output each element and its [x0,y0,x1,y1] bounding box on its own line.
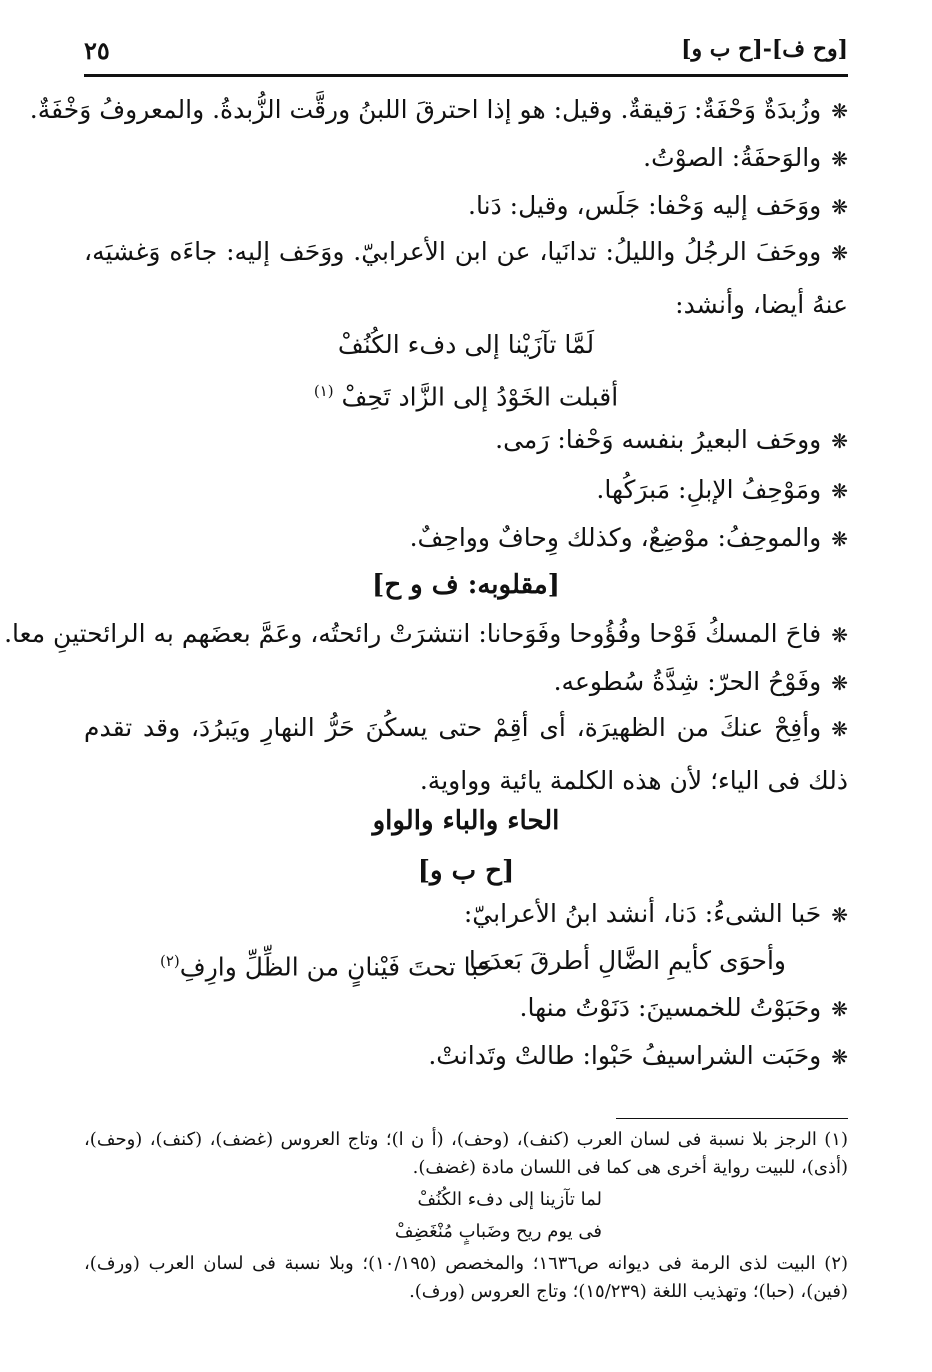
header-rule [84,74,848,77]
entry-mawhif [84,524,848,553]
entry-text: ومَوْحِفُ الإبلِ: مَبرَكُها. [596,475,822,504]
entry-text: وفَوْحُ الحرّ: شِدَّةُ سُطوعه. [553,667,822,696]
footnote-1: (١) الرجز بلا نسبة فى لسان العرب (كنف)، (وحف)، (أ ن ا)؛ وتاج العروس (غضف)، (كنف)، (وحف)، (أذى)، للبيت رواية أخرى هى كما فى اللسان مادة (غضف). [84,1129,848,1178]
footnote-verse-line: لما تآزينا إلى دفء الكُنُفْ [417,1189,602,1210]
entry-text: ووَحَف إليه وَحْفا: جَلَس، وقيل: دَنا. [468,191,822,220]
entry-haba [84,900,848,929]
asterisk-icon: ❋ [831,527,848,551]
footnote-marker: (٢) [160,952,180,970]
entry-zubda [29,95,848,125]
entry-text: حَبا الشىءُ: دَنا، أنشد ابنُ الأعرابيّ: [463,899,822,928]
entry-rajul-layl [84,226,848,331]
entry-text: فاحَ المسكُ فَوْحا وفُؤُوحا وفَوَحانا: انتشرَتْ رائحتُه، وعَمَّ بعضَهم به الرائحتينِ معا. [4,619,822,648]
asterisk-icon: ❋ [831,623,848,647]
header-range: [وح ف]-[ح ب و] [681,36,848,62]
footnote-verse-line: فى يوم ريح وضَبابٍ مُنْغَضِفْ [394,1221,602,1242]
entry-wahfa [84,144,848,173]
entry-mawhif-ibil [84,476,848,505]
entry-text: ووحَف البعيرُ بنفسه وَحْفا: رَمى. [495,425,822,454]
entry-text: وحَبَت الشراسيفُ حَبْوا: طالتْ وتَدانتْ. [428,1041,822,1070]
entry-text: والوَحفَةُ: الصوْتُ. [643,143,822,172]
entry-afih [84,702,848,807]
footnote-rule [616,1118,848,1119]
asterisk-icon: ❋ [831,147,848,171]
verse-hemistich-right: وأحوَى كأيمِ الضَّالِ أطرقَ بَعدَما [468,946,786,975]
entry-text: وحَبَوْتُ للخمسينَ: دَنَوْتُ منها. [519,993,822,1022]
footnote-2: (٢) البيت لذى الرمة فى ديوانه ص١٦٣٦؛ والمخصص (١٠/١٩٥)؛ وبلا نسبة فى لسان العرب (ورف)، (فين)، (حبا)؛ وتهذيب اللغة (١٥/٢٣٩)؛ وتاج العروس (ورف). [84,1253,849,1302]
verse-text: حَبا تحتَ فَيْنانٍ من الظِّلِّ وارِفِ [179,952,495,982]
footnote-marker: (١) [313,382,334,400]
entry-fawh [84,668,848,697]
asterisk-icon: ❋ [831,997,848,1021]
entry-habawtu [84,994,848,1023]
entry-text: والموحِفُ: موْضِعٌ، وكذلك وِحافٌ وواحِفٌ. [409,523,822,552]
entry-sharasif [84,1042,848,1071]
asterisk-icon: ❋ [831,903,848,927]
asterisk-icon: ❋ [831,241,848,265]
entry-wahafa-ilayh [84,192,848,221]
entry-text: وأفِحْ عنكَ من الظهيرَة، أى أقِمْ حتى يسكُنَ حَرُّ النهارِ ويَبرُدَ، وقد تقدم ذلك فى الياء؛ لأن هذه الكلمة يائية وواوية. [84,713,848,795]
asterisk-icon: ❋ [831,1045,848,1069]
asterisk-icon: ❋ [831,99,848,123]
entry-text: وزُبدَةٌ وَحْفَةٌ: رَقيقةٌ. وقيل: هو إذا احترقَ اللبنُ ورقَّت الزُّبدةُ. والمعروفُ وَخْفَةٌ. [29,95,822,124]
verse-hemistich-left [160,946,494,982]
verse-text: أقبلت الخَوْدُ إلى الزَّاد تَحِفْ [341,382,619,412]
entry-text: ووحَفَ الرجُلُ والليلُ: تدانَيا، عن ابن الأعرابيّ. ووَحَف إليه: جاءَه وَغشيَه، عنهُ أيضا، وأنشد: [84,237,848,319]
asterisk-icon: ❋ [831,195,848,219]
asterisk-icon: ❋ [831,671,848,695]
entry-baeer [84,426,848,455]
asterisk-icon: ❋ [831,479,848,503]
verse-line: لَمَّا تآزَيْنا إلى دفء الكُنُفْ [337,330,595,359]
running-header [84,30,848,72]
asterisk-icon: ❋ [831,429,848,453]
section-heading: [مقلوبه: ف و ح] [372,570,560,600]
page-number: ٢٥ [84,36,110,65]
entry-faha [4,619,848,649]
asterisk-icon: ❋ [831,717,848,741]
verse-line [84,376,848,412]
chapter-heading: الحاء والباء والواو [372,806,560,836]
section-heading: [ح ب و] [417,856,515,886]
